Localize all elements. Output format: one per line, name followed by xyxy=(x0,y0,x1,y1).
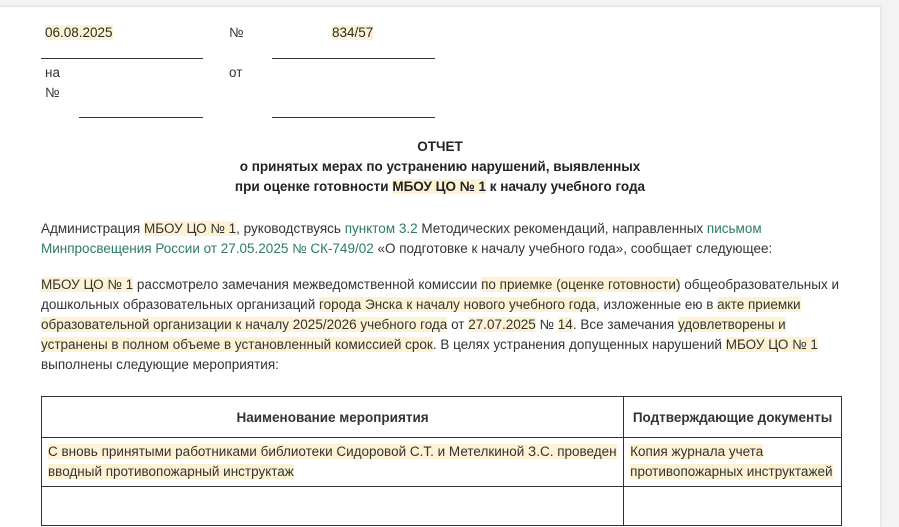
table-header-row xyxy=(42,397,842,438)
doc-cell[interactable] xyxy=(624,487,842,526)
clause-link[interactable]: пунктом 3.2 xyxy=(344,221,418,236)
to-number-underline[interactable] xyxy=(79,117,203,118)
date-field[interactable]: 06.08.2025 xyxy=(45,25,113,40)
date-underline xyxy=(41,58,203,59)
intro-paragraph: Администрация МБОУ ЦО № 1, руководствуясь пунктом 3.2 Методических рекомендаций, направленных письмом Минпросвещения России от 27.05.2025 № СК-749/02 «О подготовке к началу учебного года», сообщает следующее: xyxy=(41,221,773,256)
document-page xyxy=(0,6,880,527)
org-name: МБОУ ЦО № 1 xyxy=(725,337,818,352)
from-underline[interactable] xyxy=(272,117,435,118)
table-row xyxy=(42,487,842,526)
org-name: МБОУ ЦО № 1 xyxy=(392,179,487,194)
org-name: МБОУ ЦО № 1 xyxy=(41,277,134,292)
number-underline xyxy=(272,58,435,59)
report-title: ОТЧЕТ xyxy=(417,139,463,154)
col-event-header: Наименование мероприятия xyxy=(42,397,624,438)
from-label: от xyxy=(229,65,243,80)
findings-paragraph: МБОУ ЦО № 1 рассмотрело замечания межведомственной комиссии по приемке (оценке готовности) общеобразовательных и дошкольных образовательных организаций города Энска к началу нового учебного года, изложенные ею в акте приемки образовательной организации к началу 2025/2026 учебного года от 27.07.2025 № 14. Все замечания удовлетворены и устранены в полном объеме в установленный комиссией срок. В целях устранения допущенных нарушений МБОУ ЦО № 1 выполнены следующие мероприятия: xyxy=(41,277,840,372)
number-field[interactable]: 834/57 xyxy=(332,25,374,40)
org-name: МБОУ ЦО № 1 xyxy=(143,221,237,236)
number-label: № xyxy=(229,25,244,40)
table-row xyxy=(42,438,842,487)
report-subtitle-line1: о принятых мерах по устранению нарушений, выявленных xyxy=(239,159,641,174)
to-label: на xyxy=(45,65,60,80)
event-cell[interactable] xyxy=(42,487,624,526)
to-number-label: № xyxy=(45,85,60,100)
ministry-letter-link[interactable]: письмом Минпросвещения России от 27.05.2025 № СК-749/02 xyxy=(41,221,762,256)
doc-cell[interactable]: Копия журнала учета противопожарных инструктажей xyxy=(624,438,842,487)
events-table xyxy=(41,396,842,526)
event-cell[interactable]: С вновь принятыми работниками библиотеки Сидоровой С.Т. и Метелкиной З.С. проведен вводный противопожарный инструктаж xyxy=(42,438,624,487)
col-docs-header: Подтверждающие документы xyxy=(624,397,842,438)
report-subtitle-line2: при оценке готовности МБОУ ЦО № 1 к началу учебного года xyxy=(234,179,646,194)
